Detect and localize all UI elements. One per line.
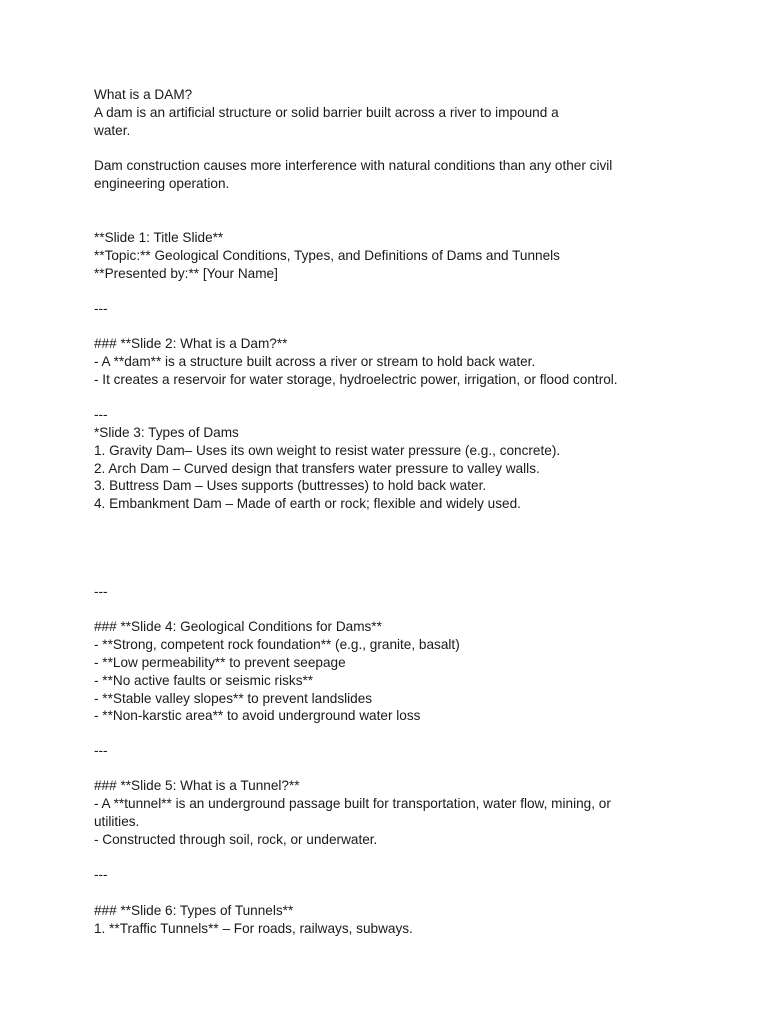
slide1-topic: **Topic:** Geological Conditions, Types, and Definitions of Dams and Tunnels: [94, 248, 560, 263]
slide3-heading: *Slide 3: Types of Dams: [94, 425, 239, 440]
separator: ---: [94, 584, 108, 599]
slide3-item: 4. Embankment Dam – Made of earth or rock; flexible and widely used.: [94, 496, 521, 511]
intro-note-line: engineering operation.: [94, 176, 230, 191]
slide5-bullet-line: - A **tunnel** is an underground passage built for transportation, water flow, mining, or: [94, 796, 611, 811]
slide5-bullet: - Constructed through soil, rock, or underwater.: [94, 832, 378, 847]
intro-definition-line: water.: [94, 123, 131, 138]
slide4-bullet: - **Low permeability** to prevent seepage: [94, 655, 346, 670]
slide5-bullet-line: utilities.: [94, 814, 140, 829]
intro-question: What is a DAM?: [94, 87, 193, 102]
slide4-heading: ### **Slide 4: Geological Conditions for Dams**: [94, 619, 382, 634]
slide3-item: 3. Buttress Dam – Uses supports (buttresses) to hold back water.: [94, 478, 487, 493]
slide2-bullet: - It creates a reservoir for water storage, hydroelectric power, irrigation, or flood control.: [94, 372, 618, 387]
slide4-bullet: - **No active faults or seismic risks**: [94, 673, 314, 688]
slide1-presented-by: **Presented by:** [Your Name]: [94, 266, 278, 281]
slide4-bullet: - **Non-karstic area** to avoid underground water loss: [94, 708, 421, 723]
slide3-item: 1. Gravity Dam– Uses its own weight to resist water pressure (e.g., concrete).: [94, 443, 561, 458]
slide4-bullet: - **Stable valley slopes** to prevent landslides: [94, 691, 373, 706]
slide6-item: 1. **Traffic Tunnels** – For roads, railways, subways.: [94, 921, 413, 936]
separator: ---: [94, 407, 108, 422]
slide4-bullet: - **Strong, competent rock foundation** (e.g., granite, basalt): [94, 637, 460, 652]
slide3-item: 2. Arch Dam – Curved design that transfers water pressure to valley walls.: [94, 461, 540, 476]
intro-definition-line: A dam is an artificial structure or solid barrier built across a river to impound a: [94, 105, 559, 120]
slide5-heading: ### **Slide 5: What is a Tunnel?**: [94, 778, 300, 793]
slide2-heading: ### **Slide 2: What is a Dam?**: [94, 336, 288, 351]
intro-note-line: Dam construction causes more interference with natural conditions than any other civil: [94, 158, 613, 173]
slide2-bullet: - A **dam** is a structure built across a river or stream to hold back water.: [94, 354, 536, 369]
slide6-heading: ### **Slide 6: Types of Tunnels**: [94, 903, 294, 918]
slide1-title: **Slide 1: Title Slide**: [94, 230, 224, 245]
separator: ---: [94, 301, 108, 316]
separator: ---: [94, 867, 108, 882]
separator: ---: [94, 743, 108, 758]
